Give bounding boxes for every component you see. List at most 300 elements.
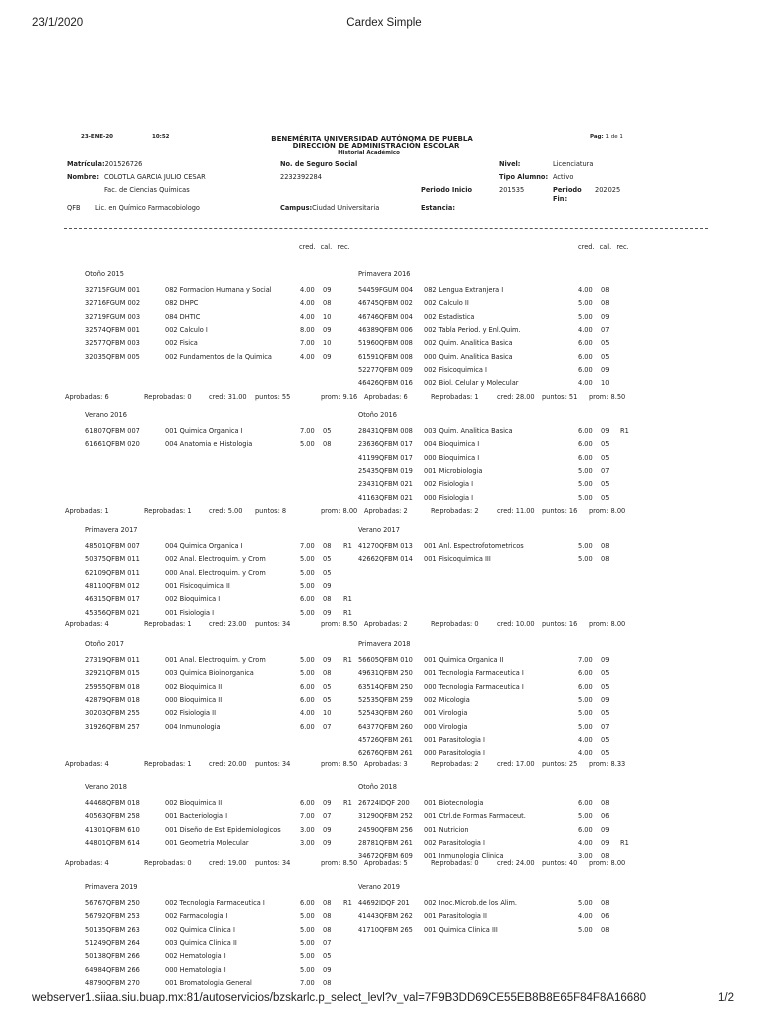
course-code: 32574QFBM 001 xyxy=(85,325,140,334)
course-credits: 7.00 xyxy=(300,812,315,821)
summary-reprobadas: Reprobadas: 1 xyxy=(144,760,192,768)
course-name: 002 Farmacologia I xyxy=(165,912,228,921)
course-credits: 5.00 xyxy=(300,568,315,577)
nombre-label: Nombre: xyxy=(67,173,99,181)
course-credits: 5.00 xyxy=(300,952,315,961)
nss-label: No. de Seguro Social xyxy=(280,160,358,168)
course-name: 001 Bacteriologia I xyxy=(165,812,228,821)
course-code: 28431QFBM 008 xyxy=(358,427,413,435)
course-grade: 09 xyxy=(601,312,610,321)
course-credits: 5.00 xyxy=(578,722,593,731)
course-name: 001 Quimica Organica II xyxy=(424,656,504,664)
course-credits: 4.00 xyxy=(300,299,315,308)
course-retake: R1 xyxy=(343,542,352,550)
course-name: 002 Inoc.Microb.de los Alim. xyxy=(424,899,518,907)
course-code: 56792QFBM 253 xyxy=(85,912,140,921)
course-credits: 3.00 xyxy=(300,838,315,847)
divider xyxy=(64,228,708,229)
course-name: 003 Quim. Analitica Basica xyxy=(424,427,513,435)
report-subtitle: Historial Académico xyxy=(338,150,400,156)
course-grade: 09 xyxy=(323,838,332,847)
course-retake: R1 xyxy=(343,608,352,617)
course-code: 61807QFBM 007 xyxy=(85,427,140,435)
course-credits: 4.00 xyxy=(578,749,593,758)
course-grade: 08 xyxy=(601,542,610,550)
period-title: Otoño 2016 xyxy=(358,411,397,419)
course-grade: 05 xyxy=(323,568,332,577)
course-credits: 6.00 xyxy=(578,339,593,348)
course-name: 002 Micologia xyxy=(424,695,470,704)
period-title: Otoño 2018 xyxy=(358,783,397,791)
course-name: 002 Tecnologia Farmaceutica I xyxy=(165,899,265,907)
course-name: 002 Fundamentos de la Quimica xyxy=(165,352,272,361)
course-grade: 05 xyxy=(601,493,610,502)
course-credits: 7.00 xyxy=(578,656,593,664)
course-code: 41710QFBM 265 xyxy=(358,925,413,934)
summary-aprobadas: Aprobadas: 2 xyxy=(364,620,408,628)
summary-reprobadas: Reprobadas: 1 xyxy=(431,393,479,401)
course-code: 62109QFBM 011 xyxy=(85,568,140,577)
program-name: Lic. en Químico Farmacobiologo xyxy=(95,204,200,212)
summary-credits: cred: 24.00 xyxy=(497,859,535,867)
summary-average: prom: 8.00 xyxy=(589,507,626,515)
periodo-fin-label-2: Fin: xyxy=(553,195,568,203)
course-code: 54459FGUM 004 xyxy=(358,286,414,294)
summary-average: prom: 8.33 xyxy=(589,760,626,768)
course-grade: 08 xyxy=(323,669,332,678)
course-name: 002 Fisicoquimica I xyxy=(424,365,487,374)
course-code: 32921QFBM 015 xyxy=(85,669,140,678)
course-credits: 4.00 xyxy=(300,286,315,294)
nss-value: 2232392284 xyxy=(280,173,322,181)
summary-credits: cred: 28.00 xyxy=(497,393,535,401)
course-credits: 5.00 xyxy=(578,812,593,821)
report-date: 23-ENE-20 xyxy=(81,134,113,140)
period-title: Otoño 2015 xyxy=(85,270,124,278)
course-grade: 08 xyxy=(323,595,332,604)
course-name: 004 Anatomia e Histologia xyxy=(165,440,253,449)
course-grade: 09 xyxy=(601,695,610,704)
course-name: 001 Bromatologia General xyxy=(165,978,252,987)
course-credits: 4.00 xyxy=(578,912,593,921)
course-credits: 6.00 xyxy=(300,722,315,731)
course-credits: 4.00 xyxy=(578,286,593,294)
course-credits: 5.00 xyxy=(578,555,593,564)
course-grade: 05 xyxy=(323,952,332,961)
course-code: 23431QFBM 021 xyxy=(358,480,413,489)
course-grade: 08 xyxy=(601,555,610,564)
course-credits: 5.00 xyxy=(578,493,593,502)
course-grade: 10 xyxy=(323,339,332,348)
course-name: 000 Parasitologia I xyxy=(424,749,486,758)
course-name: 001 Fisiologia I xyxy=(165,608,215,617)
course-name: 002 Bioquimica II xyxy=(165,682,223,691)
course-name: 001 Diseño de Est Epidemiologicos xyxy=(165,825,281,834)
course-credits: 5.00 xyxy=(300,608,315,617)
program-code: QFB xyxy=(67,204,81,212)
course-credits: 7.00 xyxy=(300,427,315,435)
summary-reprobadas: Reprobadas: 1 xyxy=(144,507,192,515)
course-grade: 08 xyxy=(601,925,610,934)
course-code: 24590QFBM 256 xyxy=(358,825,413,834)
course-name: 000 Anal. Electroquim. y Crom xyxy=(165,568,266,577)
course-name: 000 Bioquimica I xyxy=(424,453,480,462)
course-credits: 6.00 xyxy=(578,365,593,374)
course-code: 50375QFBM 011 xyxy=(85,555,140,564)
course-credits: 5.00 xyxy=(300,669,315,678)
course-name: 002 Anal. Electroquim. y Crom xyxy=(165,555,266,564)
summary-points: puntos: 34 xyxy=(255,620,291,628)
course-name: 001 Nutricion xyxy=(424,825,469,834)
course-credits: 6.00 xyxy=(578,352,593,361)
course-credits: 5.00 xyxy=(300,965,315,974)
summary-points: puntos: 34 xyxy=(255,859,291,867)
course-code: 41163QFBM 021 xyxy=(358,493,413,502)
course-code: 32716FGUM 002 xyxy=(85,299,141,308)
course-grade: 06 xyxy=(601,912,610,921)
course-name: 002 Fisiologia I xyxy=(424,480,474,489)
course-code: 44801QFBM 614 xyxy=(85,838,140,847)
course-name: 001 Virologia xyxy=(424,709,468,718)
course-credits: 6.00 xyxy=(578,825,593,834)
course-credits: 4.00 xyxy=(300,312,315,321)
course-grade: 08 xyxy=(323,912,332,921)
course-code: 31926QFBM 257 xyxy=(85,722,140,731)
summary-points: puntos: 16 xyxy=(542,620,578,628)
column-header-right: cred. cal. rec. xyxy=(578,243,629,251)
course-name: 000 Quim. Analitica Basica xyxy=(424,352,513,361)
course-name: 084 DHTIC xyxy=(165,312,201,321)
nivel-label: Nivel: xyxy=(499,160,521,168)
estancia-label: Estancia: xyxy=(421,204,455,212)
period-title: Verano 2016 xyxy=(85,411,127,419)
course-name: 002 Parasitologia I xyxy=(424,838,486,847)
periodo-fin-value: 202025 xyxy=(595,186,621,194)
course-credits: 6.00 xyxy=(578,799,593,807)
course-grade: 05 xyxy=(323,555,332,564)
course-credits: 5.00 xyxy=(578,709,593,718)
course-grade: 08 xyxy=(323,440,332,449)
summary-aprobadas: Aprobadas: 6 xyxy=(65,393,109,401)
course-credits: 4.00 xyxy=(578,735,593,744)
course-credits: 7.00 xyxy=(300,542,315,550)
course-name: 000 Hematologia I xyxy=(165,965,226,974)
course-credits: 5.00 xyxy=(300,656,315,664)
course-grade: 07 xyxy=(323,722,332,731)
course-code: 48790QFBM 270 xyxy=(85,978,140,987)
matricula-value: 201526726 xyxy=(104,160,143,168)
course-grade: 09 xyxy=(601,365,610,374)
summary-credits: cred: 11.00 xyxy=(497,507,535,515)
course-credits: 5.00 xyxy=(300,581,315,590)
course-grade: 08 xyxy=(601,286,610,294)
course-grade: 06 xyxy=(601,812,610,821)
course-code: 64984QFBM 266 xyxy=(85,965,140,974)
course-grade: 07 xyxy=(323,938,332,947)
summary-points: puntos: 55 xyxy=(255,393,291,401)
course-code: 25435QFBM 019 xyxy=(358,466,413,475)
course-credits: 5.00 xyxy=(578,299,593,308)
course-code: 30203QFBM 255 xyxy=(85,709,140,718)
summary-aprobadas: Aprobadas: 2 xyxy=(364,507,408,515)
course-name: 002 Fisica xyxy=(165,339,198,348)
course-retake: R1 xyxy=(620,427,629,435)
course-credits: 6.00 xyxy=(578,669,593,678)
course-credits: 5.00 xyxy=(300,912,315,921)
course-grade: 09 xyxy=(601,838,610,847)
course-code: 61661QFBM 020 xyxy=(85,440,140,449)
course-name: 002 Bioquimica II xyxy=(165,799,223,807)
course-grade: 09 xyxy=(323,965,332,974)
course-grade: 09 xyxy=(323,656,332,664)
course-grade: 05 xyxy=(601,709,610,718)
course-name: 002 Quimica Clinica I xyxy=(165,925,235,934)
course-code: 52543QFBM 260 xyxy=(358,709,413,718)
summary-average: prom: 8.00 xyxy=(589,620,626,628)
course-grade: 05 xyxy=(323,427,332,435)
course-code: 40563QFBM 258 xyxy=(85,812,140,821)
summary-credits: cred: 5.00 xyxy=(209,507,243,515)
course-name: 001 Parasitologia II xyxy=(424,912,487,921)
course-grade: 09 xyxy=(323,799,332,807)
course-retake: R1 xyxy=(343,899,352,907)
summary-aprobadas: Aprobadas: 4 xyxy=(65,760,109,768)
summary-points: puntos: 16 xyxy=(542,507,578,515)
course-name: 001 Quimica Organica I xyxy=(165,427,243,435)
course-grade: 08 xyxy=(323,899,332,907)
summary-points: puntos: 8 xyxy=(255,507,287,515)
course-code: 44468QFBM 018 xyxy=(85,799,140,807)
summary-average: prom: 9.16 xyxy=(321,393,358,401)
course-credits: 6.00 xyxy=(300,682,315,691)
course-code: 51249QFBM 264 xyxy=(85,938,140,947)
course-credits: 6.00 xyxy=(578,682,593,691)
course-name: 002 Estadistica xyxy=(424,312,475,321)
course-code: 46746QFBM 004 xyxy=(358,312,413,321)
period-title: Otoño 2017 xyxy=(85,640,124,648)
course-name: 002 Calculo II xyxy=(424,299,469,308)
course-retake: R1 xyxy=(620,838,629,847)
course-grade: 08 xyxy=(323,978,332,987)
print-date: 23/1/2020 xyxy=(32,17,84,29)
period-title: Primavera 2018 xyxy=(358,640,411,648)
course-name: 001 Inmunologia Clinica xyxy=(424,852,504,861)
course-code: 32719FGUM 003 xyxy=(85,312,141,321)
course-name: 001 Microbiologia xyxy=(424,466,483,475)
course-credits: 6.00 xyxy=(300,799,315,807)
summary-credits: cred: 19.00 xyxy=(209,859,247,867)
course-grade: 05 xyxy=(601,453,610,462)
course-grade: 10 xyxy=(323,312,332,321)
course-name: 002 Quim. Analitica Basica xyxy=(424,339,513,348)
course-name: 000 Virologia xyxy=(424,722,468,731)
course-code: 45726QFBM 261 xyxy=(358,735,413,744)
course-grade: 09 xyxy=(323,825,332,834)
course-name: 002 Bioquimica I xyxy=(165,595,221,604)
course-code: 41301QFBM 610 xyxy=(85,825,140,834)
course-credits: 5.00 xyxy=(578,925,593,934)
course-code: 51960QFBM 008 xyxy=(358,339,413,348)
summary-credits: cred: 17.00 xyxy=(497,760,535,768)
course-grade: 09 xyxy=(323,352,332,361)
institution-department: DIRECCIÓN DE ADMINISTRACIÓN ESCOLAR xyxy=(292,142,460,150)
course-grade: 09 xyxy=(601,825,610,834)
course-name: 000 Tecnologia Farmaceutica I xyxy=(424,682,524,691)
course-name: 001 Fisicoquimica II xyxy=(165,581,230,590)
periodo-fin-label: Periodo xyxy=(553,186,582,194)
course-grade: 09 xyxy=(323,608,332,617)
summary-reprobadas: Reprobadas: 0 xyxy=(144,859,192,867)
course-name: 001 Tecnologia Farmaceutica I xyxy=(424,669,524,678)
summary-points: puntos: 40 xyxy=(542,859,578,867)
report-time: 10:52 xyxy=(152,134,170,140)
course-name: 082 DHPC xyxy=(165,299,199,308)
course-grade: 05 xyxy=(601,339,610,348)
course-credits: 6.00 xyxy=(578,427,593,435)
summary-average: prom: 8.50 xyxy=(321,859,358,867)
summary-reprobadas: Reprobadas: 0 xyxy=(144,393,192,401)
course-name: 004 Bioquimica I xyxy=(424,440,480,449)
summary-average: prom: 8.50 xyxy=(321,620,358,628)
page-label: Pag: xyxy=(590,134,604,140)
course-credits: 4.00 xyxy=(300,709,315,718)
summary-average: prom: 8.00 xyxy=(589,859,626,867)
course-code: 63514QFBM 250 xyxy=(358,682,413,691)
summary-reprobadas: Reprobadas: 1 xyxy=(144,620,192,628)
periodo-inicio-label: Periodo Inicio xyxy=(421,186,472,194)
summary-average: prom: 8.00 xyxy=(321,507,358,515)
course-name: 001 Geometria Molecular xyxy=(165,838,249,847)
period-title: Primavera 2019 xyxy=(85,883,138,891)
course-grade: 10 xyxy=(601,379,610,388)
course-grade: 05 xyxy=(601,352,610,361)
course-grade: 07 xyxy=(601,466,610,475)
course-grade: 08 xyxy=(323,542,332,550)
periodo-inicio-value: 201535 xyxy=(499,186,525,194)
summary-aprobadas: Aprobadas: 5 xyxy=(364,859,408,867)
summary-reprobadas: Reprobadas: 2 xyxy=(431,760,479,768)
course-name: 001 Parasitologia I xyxy=(424,735,486,744)
course-grade: 05 xyxy=(601,669,610,678)
course-grade: 08 xyxy=(601,852,610,861)
course-credits: 5.00 xyxy=(578,312,593,321)
course-name: 002 Calculo I xyxy=(165,325,208,334)
course-grade: 08 xyxy=(601,899,610,907)
course-name: 001 Anal. Electroquim. y Crom xyxy=(165,656,266,664)
course-code: 26724IDQF 200 xyxy=(358,799,410,807)
summary-reprobadas: Reprobadas: 2 xyxy=(431,507,479,515)
course-credits: 6.00 xyxy=(578,453,593,462)
summary-points: puntos: 34 xyxy=(255,760,291,768)
course-name: 004 Quimica Organica I xyxy=(165,542,243,550)
course-grade: 08 xyxy=(323,925,332,934)
course-code: 46389QFBM 006 xyxy=(358,325,413,334)
course-code: 52277QFBM 009 xyxy=(358,365,413,374)
course-grade: 07 xyxy=(601,325,610,334)
course-name: 002 Fisiologia II xyxy=(165,709,217,718)
summary-average: prom: 8.50 xyxy=(589,393,626,401)
course-credits: 6.00 xyxy=(300,695,315,704)
summary-aprobadas: Aprobadas: 3 xyxy=(364,760,408,768)
course-code: 44692IDQF 201 xyxy=(358,899,410,907)
course-grade: 05 xyxy=(601,749,610,758)
summary-credits: cred: 23.00 xyxy=(209,620,247,628)
course-code: 62676QFBM 261 xyxy=(358,749,413,758)
course-retake: R1 xyxy=(343,799,352,807)
course-code: 49631QFBM 250 xyxy=(358,669,413,678)
matricula-field xyxy=(67,160,142,168)
course-name: 003 Quimica Bioinorganica xyxy=(165,669,254,678)
course-code: 64377QFBM 260 xyxy=(358,722,413,731)
course-code: 41270QFBM 013 xyxy=(358,542,413,550)
course-grade: 05 xyxy=(601,480,610,489)
institution-name: BENEMÉRITA UNIVERSIDAD AUTÓNOMA DE PUEBLA xyxy=(271,135,473,143)
course-name: 000 Fisiologia I xyxy=(424,493,474,502)
course-code: 28781QFBM 261 xyxy=(358,838,413,847)
course-grade: 05 xyxy=(601,735,610,744)
print-page-number: 1/2 xyxy=(718,992,734,1004)
course-credits: 5.00 xyxy=(578,695,593,704)
course-credits: 8.00 xyxy=(300,325,315,334)
course-credits: 4.00 xyxy=(578,838,593,847)
course-code: 48501QFBM 007 xyxy=(85,542,140,550)
summary-aprobadas: Aprobadas: 6 xyxy=(364,393,408,401)
course-grade: 05 xyxy=(601,682,610,691)
campus-value: Ciudad Universitaria xyxy=(312,204,380,212)
course-code: 41443QFBM 262 xyxy=(358,912,413,921)
course-grade: 09 xyxy=(323,581,332,590)
course-credits: 3.00 xyxy=(578,852,593,861)
course-credits: 5.00 xyxy=(300,440,315,449)
course-name: 082 Lengua Extranjera I xyxy=(424,286,504,294)
campus-field xyxy=(280,204,379,212)
matricula-label: Matrícula: xyxy=(67,160,105,168)
course-code: 41199QFBM 017 xyxy=(358,453,413,462)
course-credits: 4.00 xyxy=(300,352,315,361)
summary-average: prom: 8.50 xyxy=(321,760,358,768)
course-code: 45356QFBM 021 xyxy=(85,608,140,617)
course-code: 27319QFBM 011 xyxy=(85,656,140,664)
course-credits: 6.00 xyxy=(578,440,593,449)
course-code: 34672QFBM 609 xyxy=(358,852,413,861)
course-credits: 7.00 xyxy=(300,339,315,348)
course-name: 001 Quimica Clinica III xyxy=(424,925,498,934)
course-credits: 6.00 xyxy=(300,899,315,907)
page-value: 1 de 1 xyxy=(605,134,623,140)
campus-label: Campus: xyxy=(280,204,313,212)
course-code: 32715FGUM 001 xyxy=(85,286,141,294)
course-credits: 4.00 xyxy=(578,325,593,334)
summary-points: puntos: 25 xyxy=(542,760,578,768)
course-code: 56605QFBM 010 xyxy=(358,656,413,664)
print-url[interactable]: webserver1.siiaa.siu.buap.mx:81/autoservicios/bzskarlc.p_select_levl?v_val=7F9B3DD69CE55EB8B8E65F84F8A16680 xyxy=(32,992,646,1004)
course-code: 32577QFBM 003 xyxy=(85,339,140,348)
course-grade: 08 xyxy=(601,299,610,308)
course-code: 46745QFBM 002 xyxy=(358,299,413,308)
summary-credits: cred: 20.00 xyxy=(209,760,247,768)
course-code: 42879QFBM 018 xyxy=(85,695,140,704)
summary-credits: cred: 10.00 xyxy=(497,620,535,628)
course-code: 46315QFBM 017 xyxy=(85,595,140,604)
course-credits: 5.00 xyxy=(578,480,593,489)
course-name: 001 Biotecnologia xyxy=(424,799,484,807)
course-grade: 09 xyxy=(601,427,610,435)
course-name: 002 Tabla Period. y Enl.Quim. xyxy=(424,325,521,334)
course-name: 002 Biol. Celular y Molecular xyxy=(424,379,519,388)
course-code: 48110QFBM 012 xyxy=(85,581,140,590)
period-title: Verano 2019 xyxy=(358,883,400,891)
period-title: Primavera 2016 xyxy=(358,270,411,278)
